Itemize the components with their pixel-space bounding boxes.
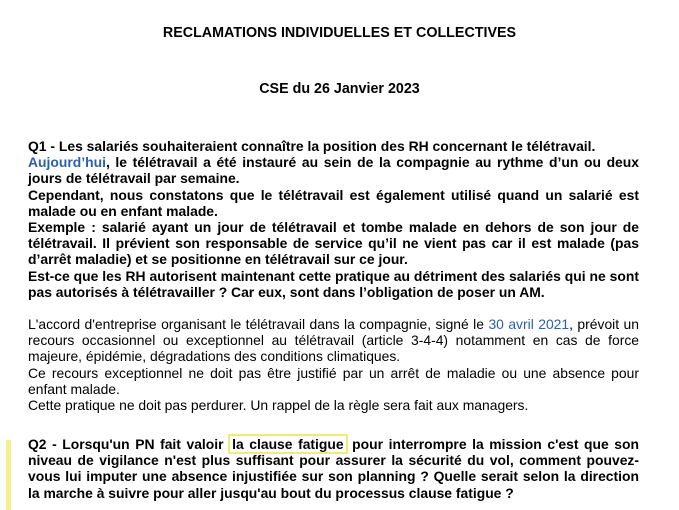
q2-text bbox=[28, 436, 639, 501]
question-1 bbox=[28, 138, 639, 300]
a1-paragraph-2: Ce recours exceptionnel ne doit pas être justifié par un arrêt de maladie ou une absence pour enfant malade. bbox=[28, 364, 639, 397]
q1-intro: Q1 - Les salariés souhaiteraient connaître la position des RH concernant le télétravail. bbox=[28, 138, 596, 154]
a1-paragraph-3: Cette pratique ne doit pas perdurer. Un rappel de la règle sera fait aux managers. bbox=[28, 397, 529, 414]
meeting-date-heading: CSE du 26 Janvier 2023 bbox=[259, 81, 420, 97]
a1-p1-end: , prévoit un recours occasionnel ou exceptionnel au télétravail (article 3-4-4) notamment en cas de force majeure, épidémie, dégradations des conditions climatiques. bbox=[28, 316, 639, 365]
q1-today-word: Aujourd’hui bbox=[28, 154, 106, 171]
q1-however: Cependant, nous constatons que le télétravail est également utilisé quand un salarié est malade ou en enfant malade. bbox=[28, 186, 639, 219]
question-2 bbox=[28, 436, 639, 501]
q1-today-paragraph bbox=[28, 154, 639, 186]
q2-highlighted-term: la clause fatigue bbox=[228, 434, 348, 454]
a1-paragraph-1 bbox=[28, 316, 639, 365]
document-title: RECLAMATIONS INDIVIDUELLES ET COLLECTIVES bbox=[162, 25, 517, 41]
q1-question: Est-ce que les RH autorisent maintenant cette pratique au détriment des salariés qui ne sont pas autorisés à télétravailler ? Car eux, sont dans l’obligation de poser un AM. bbox=[28, 267, 639, 300]
q1-example: Exemple : salarié ayant un jour de télétravail et tombe malade en dehors de son jour de télétravail. Il prévient son responsable de service qu’il ne vient pas car il est malade (pas d’arrêt maladie) et se positionne en télétravail sur ce jour. bbox=[28, 219, 639, 268]
q1-today-rest: , le télétravail a été instauré au sein de la compagnie au rythme d’un ou deux jours de télétravail par semaine. bbox=[28, 154, 639, 187]
a1-agreement-date: 30 avril 2021 bbox=[488, 316, 570, 332]
q2-start: Q2 - Lorsqu'un PN fait valoir bbox=[28, 436, 230, 452]
q2-end: pour interrompre la mission c'est que son niveau de vigilance n'est plus suffisant pour assurer la sécurité du vol, comment pouvez-vous lui imputer une absence injustifiée sur son planning ? Quelle serait selon la direction la marche à suivre pour aller jusqu'au bout du processus clause fatigue ? bbox=[28, 436, 639, 501]
a1-p1-start: L'accord d'entreprise organisant le télétravail dans la compagnie, signé le bbox=[28, 316, 489, 332]
answer-1 bbox=[28, 316, 639, 413]
highlight-margin-marker bbox=[6, 440, 11, 510]
